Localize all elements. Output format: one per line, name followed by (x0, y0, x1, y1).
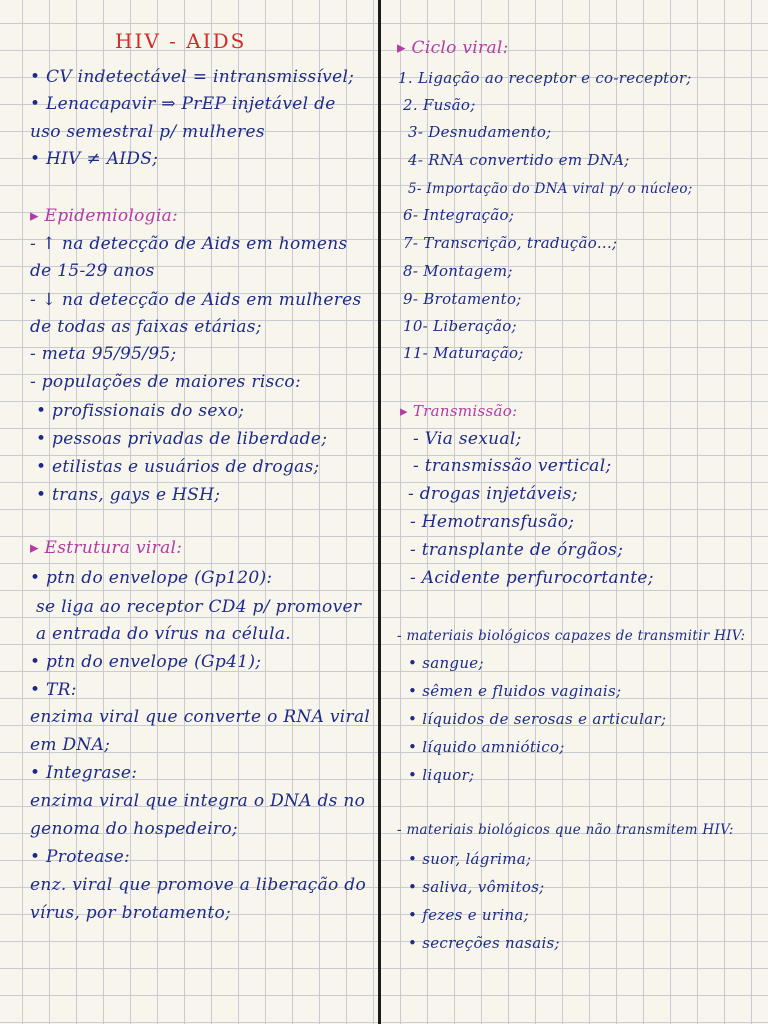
estrutura-line: enz. viral que promove a liberação do (30, 875, 367, 895)
ciclo-line: 1. Ligação ao receptor e co-receptor; (398, 69, 692, 87)
epidemiologia-heading: ▸ Epidemiologia: (30, 206, 179, 226)
ciclo-line: 7- Transcrição, tradução...; (403, 234, 618, 252)
epidemiologia-line: • profissionais do sexo; (36, 401, 245, 421)
transmissao-heading: ▸ Transmissão: (400, 402, 518, 420)
materiais-transmitem-heading: - materiais biológicos capazes de transmitir HIV: (397, 628, 746, 644)
materiais-transmitem-line: • liquor; (408, 766, 475, 784)
transmissao-line: - transmissão vertical; (413, 456, 612, 476)
materiais-nao-transmitem-heading: - materiais biológicos que não transmitem HIV: (397, 822, 734, 838)
epidemiologia-line: de 15-29 anos (30, 261, 155, 281)
ciclo-line: 3- Desnudamento; (408, 123, 552, 141)
ciclo-heading: ▸ Ciclo viral: (397, 38, 509, 58)
materiais-nao-transmitem-line: • saliva, vômitos; (408, 878, 545, 896)
estrutura-line: • ptn do envelope (Gp120): (30, 568, 273, 588)
intro-line: • Lenacapavir ⇒ PrEP injetável de (30, 94, 336, 114)
estrutura-line: em DNA; (30, 735, 111, 755)
ciclo-line: 5- Importação do DNA viral p/ o núcleo; (408, 181, 693, 197)
estrutura-line: enzima viral que converte o RNA viral (30, 707, 371, 727)
estrutura-line: a entrada do vírus na célula. (36, 624, 291, 644)
epidemiologia-line: de todas as faixas etárias; (30, 317, 262, 337)
transmissao-line: - transplante de órgãos; (410, 540, 624, 560)
ciclo-line: 2. Fusão; (403, 96, 476, 114)
intro-line: • HIV ≠ AIDS; (30, 149, 159, 169)
transmissao-line: - Via sexual; (413, 429, 522, 449)
epidemiologia-line: • etilistas e usuários de drogas; (36, 457, 320, 477)
intro-line: uso semestral p/ mulheres (30, 122, 265, 142)
estrutura-heading: ▸ Estrutura viral: (30, 538, 183, 558)
ciclo-line: 4- RNA convertido em DNA; (408, 151, 630, 169)
epidemiologia-line: - populações de maiores risco: (30, 372, 301, 392)
materiais-nao-transmitem-line: • secreções nasais; (408, 934, 560, 952)
transmissao-line: - Hemotransfusão; (410, 512, 575, 532)
intro-line: • CV indetectável = intransmissível; (30, 67, 355, 87)
epidemiologia-line: - meta 95/95/95; (30, 344, 177, 364)
estrutura-line: • Protease: (30, 847, 131, 867)
estrutura-line: enzima viral que integra o DNA ds no (30, 791, 366, 811)
ciclo-line: 10- Liberação; (403, 317, 517, 335)
materiais-transmitem-line: • líquidos de serosas e articular; (408, 710, 667, 728)
epidemiologia-line: - ↓ na detecção de Aids em mulheres (30, 290, 362, 310)
ciclo-line: 6- Integração; (403, 206, 515, 224)
materiais-transmitem-line: • sangue; (408, 654, 484, 672)
transmissao-line: - drogas injetáveis; (408, 484, 578, 504)
estrutura-line: se liga ao receptor CD4 p/ promover (36, 597, 362, 617)
materiais-transmitem-line: • líquido amniótico; (408, 738, 565, 756)
page-title: HIV - AIDS (115, 29, 247, 53)
estrutura-line: • TR: (30, 680, 77, 700)
ciclo-line: 8- Montagem; (403, 262, 513, 280)
epidemiologia-line: • pessoas privadas de liberdade; (36, 429, 328, 449)
ciclo-line: 11- Maturação; (403, 344, 524, 362)
estrutura-line: vírus, por brotamento; (30, 903, 232, 923)
transmissao-line: - Acidente perfurocortante; (410, 568, 654, 588)
materiais-transmitem-line: • sêmen e fluidos vaginais; (408, 682, 622, 700)
materiais-nao-transmitem-line: • suor, lágrima; (408, 850, 532, 868)
epidemiologia-line: • trans, gays e HSH; (36, 485, 221, 505)
estrutura-line: • Integrase: (30, 763, 138, 783)
column-divider (378, 0, 381, 1024)
estrutura-line: genoma do hospedeiro; (30, 819, 238, 839)
estrutura-line: • ptn do envelope (Gp41); (30, 652, 262, 672)
ciclo-line: 9- Brotamento; (403, 290, 522, 308)
epidemiologia-line: - ↑ na detecção de Aids em homens (30, 234, 348, 254)
materiais-nao-transmitem-line: • fezes e urina; (408, 906, 530, 924)
